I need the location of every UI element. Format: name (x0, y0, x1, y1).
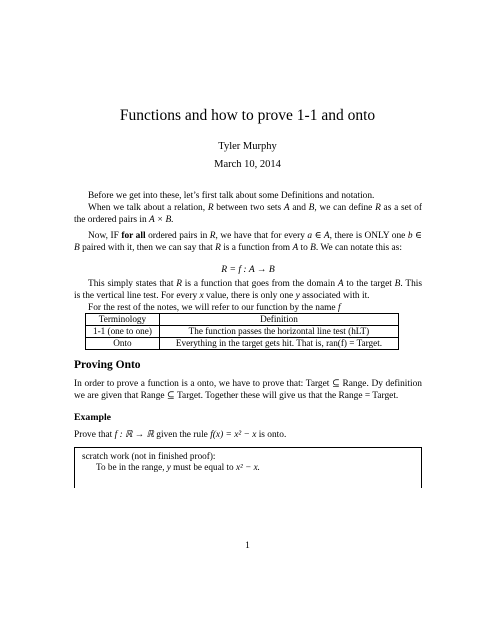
table-cell: Everything in the target gets hit. That is, ran(f) = Target. (159, 338, 398, 350)
function-definition-paragraph: Now, IF for all ordered pairs in R, we have that for every a ∈ A, there is ONLY one b ∈ B paired with it, then we can say that R is a function from A to B. We can notate this as: (74, 231, 422, 254)
section-heading-proving-onto: Proving Onto (74, 359, 141, 371)
table-cell: Onto (86, 338, 160, 350)
table-header-cell: Terminology (86, 314, 160, 326)
scratch-work-title: scratch work (not in finished proof): (82, 451, 216, 461)
table-cell: The function passes the horizontal line test (hLT) (159, 326, 398, 338)
intro-paragraph: Before we get into these, let’s first talk about some Definitions and notation. When we talk about a relation, R between two sets A and B, we can define R as a set of the ordered pairs in A × B. (74, 191, 422, 226)
document-title: Functions and how to prove 1-1 and onto (119, 107, 376, 124)
author-name: Tyler Murphy (218, 141, 277, 152)
table-row (86, 338, 399, 350)
subsection-heading-example: Example (74, 412, 112, 423)
table-header-cell: Definition (159, 314, 398, 326)
page-number: 1 (245, 541, 250, 551)
function-equation: R = f : A → B (221, 264, 275, 275)
scratch-work-line: To be in the range, y must be equal to x² − x. (96, 462, 260, 472)
relation-paragraph: When we talk about a relation, R between two sets A and B, we can define R as a set of the ordered pairs in A × B. (74, 203, 422, 226)
table-header-row (86, 314, 399, 326)
domain-target-paragraph: This simply states that R is a function that goes from the domain A to the target B. This is the vertical line test. For every x value, there is only one y associated with it. For the rest of the notes, we will refer to our function by the name f (74, 279, 423, 314)
proving-onto-paragraph: In order to prove a function is a onto, we have to prove that: Target ⊆ Range. Dy definition we are given that Range ⊆ Target. Together these will give us that the Range = Target. (74, 379, 422, 402)
example-statement: Prove that f : ℝ → ℝ given the rule f(x) = x² − x is onto. (74, 430, 287, 440)
table-cell: 1-1 (one to one) (86, 326, 160, 338)
document-date: March 10, 2014 (214, 159, 281, 170)
terminology-table (85, 313, 399, 350)
table-row (86, 326, 399, 338)
